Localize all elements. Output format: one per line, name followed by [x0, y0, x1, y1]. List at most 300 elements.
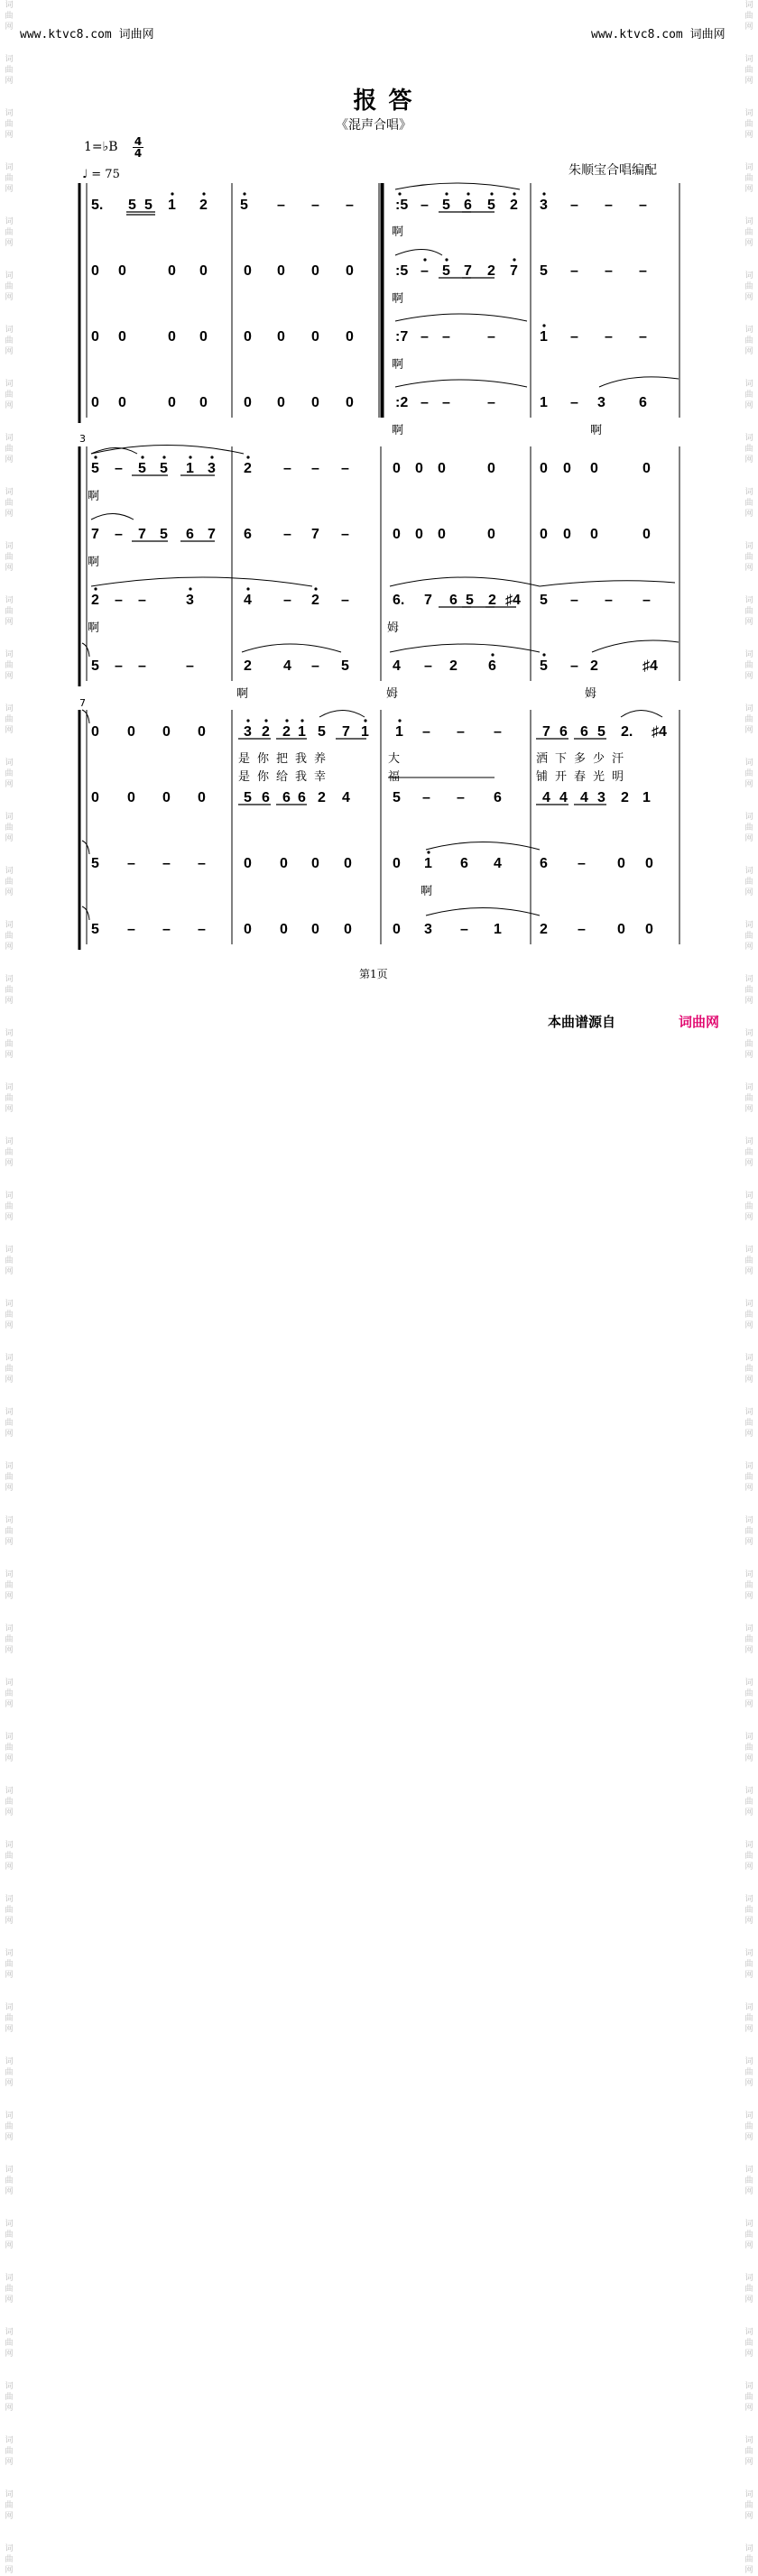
octave-dot	[423, 258, 426, 261]
note: 0	[645, 856, 653, 871]
note: 5	[393, 790, 401, 805]
octave-dot	[246, 719, 249, 722]
dash-note: –	[494, 724, 502, 740]
note: 0	[438, 461, 446, 476]
note: ♯4	[652, 724, 667, 740]
note: 0	[393, 461, 401, 476]
octave-dot	[94, 455, 97, 458]
note: 0	[311, 856, 319, 871]
quarter-note-icon: ♩	[82, 168, 88, 181]
note: 0	[168, 263, 176, 279]
dash-note: –	[570, 593, 578, 608]
note: 6	[186, 527, 194, 542]
dash-note: –	[570, 263, 578, 279]
note: 0	[118, 395, 126, 410]
octave-dot	[513, 192, 515, 195]
dash-note: –	[283, 593, 291, 608]
note: 0	[277, 329, 285, 345]
dash-note: –	[341, 461, 349, 476]
dash-note: –	[460, 922, 468, 937]
dash-note: –	[277, 198, 285, 213]
slur	[82, 841, 89, 854]
octave-dot	[189, 587, 191, 590]
note: :5	[395, 198, 409, 213]
octave-dot	[364, 719, 366, 722]
note: 0	[311, 922, 319, 937]
measure-number-3: 3	[79, 433, 86, 445]
note: 2	[282, 724, 291, 740]
note: 2	[590, 658, 598, 674]
dash-note: –	[605, 329, 613, 345]
arranger-credit: 朱顺宝合唱编配	[568, 163, 657, 178]
note: 0	[277, 395, 285, 410]
note: 7	[138, 527, 146, 542]
dash-note: –	[422, 790, 430, 805]
note: 0	[127, 724, 135, 740]
site-header-left: www.ktvc8.com 词曲网	[20, 28, 154, 41]
note: 0	[280, 922, 288, 937]
note: 0	[540, 527, 548, 542]
dash-note: –	[115, 658, 123, 674]
slur	[91, 446, 244, 455]
note: 0	[344, 922, 352, 937]
note: 2	[311, 593, 319, 608]
score-title: 报 答	[353, 87, 414, 115]
site-header-right: www.ktvc8.com 词曲网	[591, 28, 726, 41]
note: 5	[466, 593, 474, 608]
slur	[395, 314, 527, 321]
note: 0	[162, 724, 171, 740]
octave-dot	[210, 455, 213, 458]
page-number: 第1页	[359, 968, 388, 980]
note: 0	[393, 856, 401, 871]
note: 0	[487, 461, 495, 476]
octave-dot	[243, 192, 245, 195]
octave-dot	[542, 653, 545, 656]
note: 0	[91, 724, 99, 740]
lyric-a: 啊	[88, 490, 100, 503]
lyric-a: 啊	[392, 358, 404, 372]
note: 5	[540, 658, 548, 674]
note: 3	[597, 790, 605, 805]
note: 0	[127, 790, 135, 805]
note: 3	[186, 593, 194, 608]
octave-dot	[189, 455, 191, 458]
dash-note: –	[283, 461, 291, 476]
note: 0	[642, 527, 651, 542]
note: 2	[262, 724, 270, 740]
note: 2	[449, 658, 458, 674]
note: 7	[424, 593, 432, 608]
note: 5	[540, 593, 548, 608]
note: 0	[199, 395, 208, 410]
note: 1	[494, 922, 502, 937]
octave-dot	[542, 192, 545, 195]
slur	[395, 183, 520, 189]
note: 0	[617, 856, 625, 871]
note: 6	[488, 658, 496, 674]
note: 0	[590, 527, 598, 542]
lyric-a: 啊	[392, 225, 404, 239]
note: 2	[540, 922, 548, 937]
note: 0	[540, 461, 548, 476]
note: 0	[118, 329, 126, 345]
note: 5	[91, 856, 99, 871]
note: 4	[494, 856, 502, 871]
lyric-line1: 是你把我养	[238, 752, 334, 766]
octave-dot	[264, 719, 267, 722]
note: 6	[559, 724, 568, 740]
note: 6	[262, 790, 270, 805]
note: 6	[580, 724, 588, 740]
dash-note: –	[570, 198, 578, 213]
note: 1	[186, 461, 194, 476]
slur	[82, 710, 89, 723]
dash-note: –	[442, 329, 450, 345]
dash-note: –	[283, 527, 291, 542]
note: :2	[395, 395, 409, 410]
note: 1	[424, 856, 432, 871]
note: 0	[280, 856, 288, 871]
note: 0	[91, 329, 99, 345]
dash-note: –	[162, 856, 171, 871]
note: 4	[342, 790, 350, 805]
octave-dot	[542, 324, 545, 327]
dash-note: –	[341, 593, 349, 608]
note: 2	[199, 198, 208, 213]
note: 0	[91, 263, 99, 279]
note: 7	[542, 724, 550, 740]
lyric-line2: 铺开春光明	[536, 770, 632, 784]
slur	[82, 906, 89, 920]
dash-note: –	[421, 395, 429, 410]
dash-note: –	[421, 263, 429, 279]
note: 2	[244, 461, 252, 476]
note: 0	[168, 395, 176, 410]
note: 6	[464, 198, 472, 213]
note: 0	[346, 329, 354, 345]
note: 6	[282, 790, 291, 805]
octave-dot	[285, 719, 288, 722]
lyric-a: 啊	[421, 885, 433, 898]
dash-note: –	[639, 329, 647, 345]
slur	[621, 711, 662, 718]
lyric-a: 啊	[392, 292, 404, 306]
key-signature: 1=♭B	[84, 140, 118, 154]
note: 2	[487, 263, 495, 279]
note: 5	[442, 263, 450, 279]
note: 0	[244, 263, 252, 279]
note: 5	[91, 922, 99, 937]
dash-note: –	[605, 593, 613, 608]
dash-note: –	[578, 922, 586, 937]
lyric-line2: 福	[388, 770, 401, 784]
dash-note: –	[605, 198, 613, 213]
dash-note: –	[442, 395, 450, 410]
dash-note: –	[127, 922, 135, 937]
note: 2.	[621, 724, 633, 740]
dash-note: –	[570, 329, 578, 345]
note: 0	[277, 263, 285, 279]
note: 0	[563, 527, 571, 542]
note: 4	[559, 790, 568, 805]
lyric-a: 啊	[392, 424, 404, 437]
note: 0	[393, 527, 401, 542]
note: 5	[442, 198, 450, 213]
dash-note: –	[487, 395, 495, 410]
dash-note: –	[605, 263, 613, 279]
lyric-line2: 是你给我幸	[238, 770, 334, 784]
dash-note: –	[127, 856, 135, 871]
note: 3	[208, 461, 216, 476]
note: 2	[318, 790, 326, 805]
slur	[395, 380, 527, 387]
lyric-m: 姆	[585, 687, 597, 701]
note: 0	[162, 790, 171, 805]
note: ♯4	[505, 593, 521, 608]
note: 4	[283, 658, 291, 674]
note: 2	[621, 790, 629, 805]
note: 0	[415, 461, 423, 476]
note: 0	[91, 790, 99, 805]
octave-dot	[314, 587, 317, 590]
slur	[426, 842, 540, 851]
dash-note: –	[115, 593, 123, 608]
note: 1	[540, 395, 548, 410]
note: 2	[510, 198, 518, 213]
note: :5	[395, 263, 409, 279]
right-watermark: 词 曲 网 词 曲 网 词 曲 网 词 曲 网 词 曲 网 词 曲 网 词 曲 网 词 曲 网 词 曲 网 词 曲 网 词 曲 网 词 曲 网 词 曲 网 词 曲 网 词 曲 网 词 曲 网 词 曲 网 词 曲 网 词 曲 网 词 曲 网 词 曲 网 词 曲 网 词 曲 网 词 曲 网 词 曲 网 词 曲 网 词 曲 网 词 曲 网 词 曲 网 词 曲 网 词 曲 网 词 曲 网 词 曲 网 词 曲 网 词 曲 网 词 曲 网 词 曲 网 词 曲 网 词 曲 网 词 曲 网 词 曲 网 词 曲 网 词 曲 网 词 曲 网 词 曲 网 词 曲 网 词 曲 网 词 曲 网	[744, 1, 753, 2575]
lyric-line1: 大	[388, 752, 401, 766]
note: 1	[168, 198, 176, 213]
note: 0	[244, 922, 252, 937]
dash-note: –	[198, 856, 206, 871]
note: 0	[311, 263, 319, 279]
note: 5	[597, 724, 605, 740]
note: 7	[311, 527, 319, 542]
brand-link[interactable]: 词曲网	[679, 1014, 720, 1030]
note: 5	[341, 658, 349, 674]
note: 5	[91, 461, 99, 476]
note: 0	[91, 395, 99, 410]
note: 5	[91, 658, 99, 674]
dash-note: –	[639, 263, 647, 279]
note: 0	[344, 856, 352, 871]
note: 7	[91, 527, 99, 542]
note: 0	[438, 527, 446, 542]
note: 6	[449, 593, 458, 608]
note: 6	[540, 856, 548, 871]
note: 4	[542, 790, 550, 805]
slur	[395, 250, 442, 256]
octave-dot	[141, 455, 143, 458]
dash-note: –	[138, 658, 146, 674]
dash-note: –	[311, 658, 319, 674]
slur	[91, 514, 134, 520]
note: 6	[494, 790, 502, 805]
note: 2	[244, 658, 252, 674]
lyric-a: 啊	[88, 621, 100, 635]
note: 7	[208, 527, 216, 542]
octave-dot	[300, 719, 303, 722]
note: 1	[298, 724, 306, 740]
note: 5	[318, 724, 326, 740]
dash-note: –	[578, 856, 586, 871]
lyric-a: 啊	[88, 556, 100, 569]
note: 3	[244, 724, 252, 740]
note: 5	[138, 461, 146, 476]
note: 5	[128, 198, 136, 213]
slur	[390, 577, 540, 586]
note: 3	[540, 198, 548, 213]
slur	[242, 644, 341, 652]
note: 0	[415, 527, 423, 542]
note: ♯4	[642, 658, 658, 674]
dash-note: –	[639, 198, 647, 213]
note: 0	[199, 263, 208, 279]
note: 0	[118, 263, 126, 279]
octave-dot	[246, 455, 249, 458]
note: 0	[642, 461, 651, 476]
lyric-m: 姆	[387, 621, 400, 635]
note: 0	[563, 461, 571, 476]
note: 5	[487, 198, 495, 213]
dash-note: –	[570, 395, 578, 410]
slur	[390, 644, 540, 652]
note: :7	[395, 329, 409, 345]
octave-dot	[445, 258, 448, 261]
lyric-line1: 洒下多少汗	[536, 752, 632, 766]
note: 1	[540, 329, 548, 345]
note: 0	[199, 329, 208, 345]
note: 0	[198, 790, 206, 805]
note: 0	[244, 395, 252, 410]
slur	[319, 711, 365, 718]
dash-note: –	[115, 527, 123, 542]
note: 0	[487, 527, 495, 542]
note: 4	[580, 790, 588, 805]
note: 5.	[91, 198, 104, 213]
note: 4	[244, 593, 252, 608]
note: 6.	[393, 593, 405, 608]
note: 7	[464, 263, 472, 279]
note: 6	[460, 856, 468, 871]
note: 0	[393, 922, 401, 937]
octave-dot	[427, 851, 430, 853]
note: 7	[342, 724, 350, 740]
slur	[599, 377, 679, 387]
note: 5	[244, 790, 252, 805]
dash-note: –	[457, 724, 465, 740]
note: 0	[244, 329, 252, 345]
note: 0	[168, 329, 176, 345]
lyric-m: 姆	[386, 687, 399, 701]
octave-dot	[94, 587, 97, 590]
lyric-a: 啊	[590, 424, 603, 437]
note: 1	[395, 724, 403, 740]
octave-dot	[398, 192, 401, 195]
slur	[592, 640, 679, 652]
dash-note: –	[346, 198, 354, 213]
tempo-mark: ♩ = 75	[82, 168, 120, 181]
note: 0	[244, 856, 252, 871]
slur	[540, 581, 675, 586]
note: 5	[540, 263, 548, 279]
note: 4	[393, 658, 401, 674]
note: 7	[510, 263, 518, 279]
dash-note: –	[311, 461, 319, 476]
lyric-a: 啊	[236, 687, 249, 701]
octave-dot	[491, 653, 494, 656]
dash-note: –	[138, 593, 146, 608]
note: 0	[645, 922, 653, 937]
dash-note: –	[198, 922, 206, 937]
octave-dot	[398, 719, 401, 722]
slur	[426, 908, 540, 916]
note: 5	[144, 198, 153, 213]
slur	[91, 577, 312, 586]
left-watermark: 词 曲 网 词 曲 网 词 曲 网 词 曲 网 词 曲 网 词 曲 网 词 曲 网 词 曲 网 词 曲 网 词 曲 网 词 曲 网 词 曲 网 词 曲 网 词 曲 网 词 曲 网 词 曲 网 词 曲 网 词 曲 网 词 曲 网 词 曲 网 词 曲 网 词 曲 网 词 曲 网 词 曲 网 词 曲 网 词 曲 网 词 曲 网 词 曲 网 词 曲 网 词 曲 网 词 曲 网 词 曲 网 词 曲 网 词 曲 网 词 曲 网 词 曲 网 词 曲 网 词 曲 网 词 曲 网 词 曲 网 词 曲 网 词 曲 网 词 曲 网 词 曲 网 词 曲 网 词 曲 网 词 曲 网 词 曲 网	[5, 1, 14, 2575]
score-subtitle: 《混声合唱》	[336, 118, 411, 133]
note: 6	[244, 527, 252, 542]
note: 2	[488, 593, 496, 608]
note: 5	[160, 461, 168, 476]
octave-dot	[513, 258, 515, 261]
dash-note: –	[341, 527, 349, 542]
note: 0	[346, 263, 354, 279]
dash-note: –	[487, 329, 495, 345]
octave-dot	[171, 192, 173, 195]
dash-note: –	[570, 658, 578, 674]
octave-dot	[162, 455, 165, 458]
dash-note: –	[186, 658, 194, 674]
source-label: 本曲谱源自	[548, 1014, 616, 1030]
dash-note: –	[115, 461, 123, 476]
time-signature: 4 4	[134, 135, 143, 160]
dash-note: –	[421, 198, 429, 213]
note: 0	[590, 461, 598, 476]
dash-note: –	[311, 198, 319, 213]
note: 0	[346, 395, 354, 410]
note: 3	[424, 922, 432, 937]
note: 0	[311, 329, 319, 345]
note: 1	[361, 724, 369, 740]
octave-dot	[445, 192, 448, 195]
note: 0	[311, 395, 319, 410]
note: 5	[160, 527, 168, 542]
dash-note: –	[642, 593, 651, 608]
slur	[91, 448, 137, 455]
octave-dot	[467, 192, 469, 195]
dash-note: –	[421, 329, 429, 345]
note: 3	[597, 395, 605, 410]
measure-number-7: 7	[79, 697, 86, 709]
slur	[82, 643, 89, 657]
dash-note: –	[424, 658, 432, 674]
octave-dot	[246, 587, 249, 590]
note: 2	[91, 593, 99, 608]
octave-dot	[490, 192, 493, 195]
note: 1	[642, 790, 651, 805]
note: 5	[240, 198, 248, 213]
note: 0	[198, 724, 206, 740]
note: 6	[298, 790, 306, 805]
dash-note: –	[457, 790, 465, 805]
note: 0	[617, 922, 625, 937]
dash-note: –	[422, 724, 430, 740]
octave-dot	[202, 192, 205, 195]
note: 6	[639, 395, 647, 410]
